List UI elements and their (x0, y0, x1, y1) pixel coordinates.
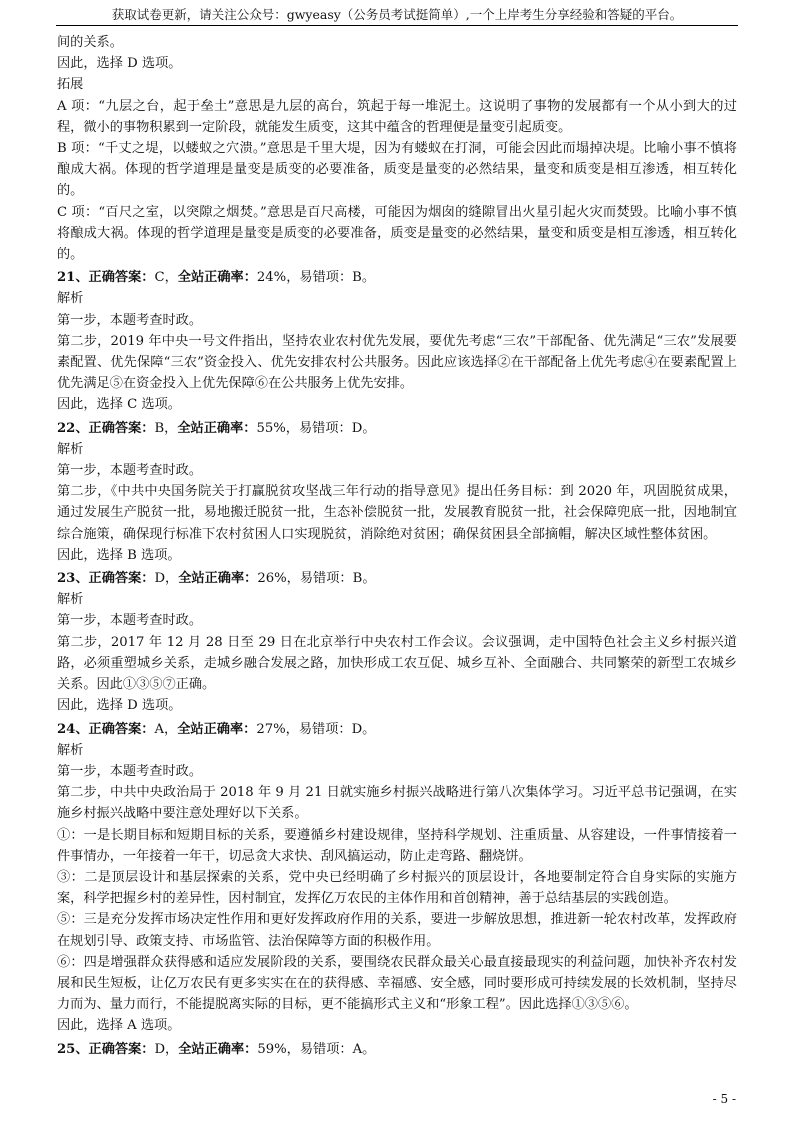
question-answer-line-24 (57, 719, 737, 740)
answer-label: 25、正确答案： (57, 1041, 155, 1057)
paragraph: 第二步，2017 年 12 月 28 日至 29 日在北京举行中央农村工作会议。会议强调，走中国特色社会主义乡村振兴道路，必须重塑城乡关系，走城乡融合发展之路，加快形成工农互促、城乡互补、全面融合、共同繁荣的新型工农城乡关系。因此①③⑤⑦正确。 (57, 634, 737, 693)
page-header: 获取试卷更新，请关注公众号：gwyeasy（公务员考试挺简单）,一个上岸考生分享经验和答疑的平台。 (111, 7, 683, 22)
paragraph: 第二步，2019 年中央一号文件指出，坚持农业农村优先发展，要优先考虑“三农”干部配备、优先满足“三农”发展要素配置、优先保障“三农”资金投入、优先安排农村公共服务。因此应该选择②在干部配备上优先考虑④在要素配置上优先满足⑤在资金投入上优先保障⑥在公共服务上优先安排。 (57, 333, 737, 392)
paragraph: ⑤：三是充分发挥市场决定性作用和更好发挥政府作用的关系，要进一步解放思想，推进新一轮农村改革，发挥政府在规划引导、政策支持、市场监管、法治保障等方面的积极作用。 (57, 912, 737, 949)
rate-value: 24%，易错项：B。 (256, 270, 376, 286)
answer-value: A， (154, 721, 178, 737)
paragraph: 第一步，本题考查时政。 (57, 763, 203, 779)
header-divider (56, 25, 738, 26)
document-body (57, 32, 737, 1060)
answer-label: 23、正确答案： (57, 571, 155, 587)
question-answer-line-21 (57, 267, 737, 288)
answer-value: B， (154, 420, 178, 436)
answer-value: C， (154, 270, 178, 286)
answer-label: 22、正确答案： (57, 420, 155, 436)
paragraph: ①：一是长期目标和短期目标的关系，要遵循乡村建设规律，坚持科学规划、注重质量、从容建设，一件事情接着一件事情办，一年接着一年干，切忌贪大求快、刮风搞运动，防止走弯路、翻烧饼。 (57, 827, 737, 864)
paragraph: ⑥：四是增强群众获得感和适应发展阶段的关系，要围绕农民群众最关心最直接最现实的利益问题，加快补齐农村发展和民生短板，让亿万农民有更多实实在在的获得感、幸福感、安全感，同时要形成可持续发展的长效机制，坚持尽力而为、量力而行，不能提脱离实际的目标，更不能搞形式主义和“形象工程”。因此选择①③⑤⑥。 (57, 954, 737, 1013)
analysis-heading: 解析 (57, 291, 84, 307)
rate-value: 59%，易错项：A。 (257, 1041, 376, 1057)
rate-label: 全站正确率： (177, 270, 257, 286)
question-answer-line-22 (57, 418, 737, 439)
paragraph: 第二步，中共中央政治局于 2018 年 9 月 21 日就实施乡村振兴战略进行第八次集体学习。习近平总书记强调，在实施乡村振兴战略中要注意处理好以下关系。 (57, 785, 737, 822)
paragraph: 第一步，本题考查时政。 (57, 312, 203, 328)
section-heading-extension: 拓展 (57, 77, 84, 93)
paragraph: A 项：“九层之台，起于垒土”意思是九层的高台，筑起于每一堆泥土。这说明了事物的发展都有一个从小到大的过程，微小的事物积累到一定阶段，就能发生质变，这其中蕴含的哲理便是量变引起质变。 (57, 98, 737, 135)
analysis-heading: 解析 (57, 441, 84, 457)
paragraph: 因此，选择 C 选项。 (57, 397, 181, 413)
paragraph: 间的关系。 (57, 35, 123, 50)
analysis-heading: 解析 (57, 742, 84, 758)
rate-value: 27%，易错项：D。 (256, 721, 376, 737)
rate-label: 全站正确率： (177, 420, 257, 436)
paragraph: B 项：“千丈之堤，以蝼蚁之穴溃。”意思是千里大堤，因为有蝼蚁在打洞，可能会因此而塌掉决堤。比喻小事不慎将酿成大祸。体现的哲学道理是量变是质变的必要准备，质变是量变的必然结果，量变和质变是相互渗透，相互转化的。 (57, 141, 737, 199)
page-number: - 5 - (712, 1092, 736, 1106)
rate-label: 全站正确率： (177, 721, 257, 737)
analysis-heading: 解析 (57, 592, 84, 608)
answer-label: 24、正确答案： (57, 721, 155, 737)
rate-label: 全站正确率： (178, 571, 258, 587)
paragraph: 因此，选择 B 选项。 (57, 547, 181, 563)
paragraph: 第一步，本题考查时政。 (57, 463, 203, 479)
paragraph: C 项：“百尺之室，以突隙之烟焚。”意思是百尺高楼，可能因为烟囱的缝隙冒出火星引起火灾而焚毁。比喻小事不慎将酿成大祸。体现的哲学道理是量变是质变的必要准备，质变是量变的必然结果，量变和质变是相互渗透，相互转化的。 (57, 204, 737, 263)
rate-label: 全站正确率： (178, 1041, 258, 1057)
paragraph: 因此，选择 D 选项。 (57, 698, 182, 714)
paragraph: 因此，选择 A 选项。 (57, 1018, 181, 1034)
paragraph: 因此，选择 D 选项。 (57, 56, 182, 72)
paragraph: ③：二是顶层设计和基层探索的关系，党中央已经明确了乡村振兴的顶层设计，各地要制定符合自身实际的实施方案，科学把握乡村的差异性，因村制宜，发挥亿万农民的主体作用和首创精神，善于总结基层的实践创造。 (57, 869, 737, 907)
answer-label: 21、正确答案： (57, 270, 155, 286)
answer-value: D， (154, 1041, 179, 1057)
paragraph: 第一步，本题考查时政。 (57, 613, 203, 629)
rate-value: 55%，易错项：D。 (256, 420, 376, 436)
question-answer-line-23 (57, 568, 737, 589)
paragraph: 第二步，《中共中央国务院关于打赢脱贫攻坚战三年行动的指导意见》提出任务目标：到 2020 年，巩固脱贫成果，通过发展生产脱贫一批，易地搬迁脱贫一批，生态补偿脱贫一批，发展教育脱贫一批，社会保障兜底一批，因地制宜综合施策，确保现行标准下农村贫困人口实现脱贫，消除绝对贫困；确保贫困县全部摘帽，解决区域性整体贫困。 (57, 484, 737, 542)
rate-value: 26%，易错项：B。 (257, 571, 376, 587)
answer-value: D， (154, 571, 179, 587)
question-answer-line-25 (57, 1039, 737, 1060)
